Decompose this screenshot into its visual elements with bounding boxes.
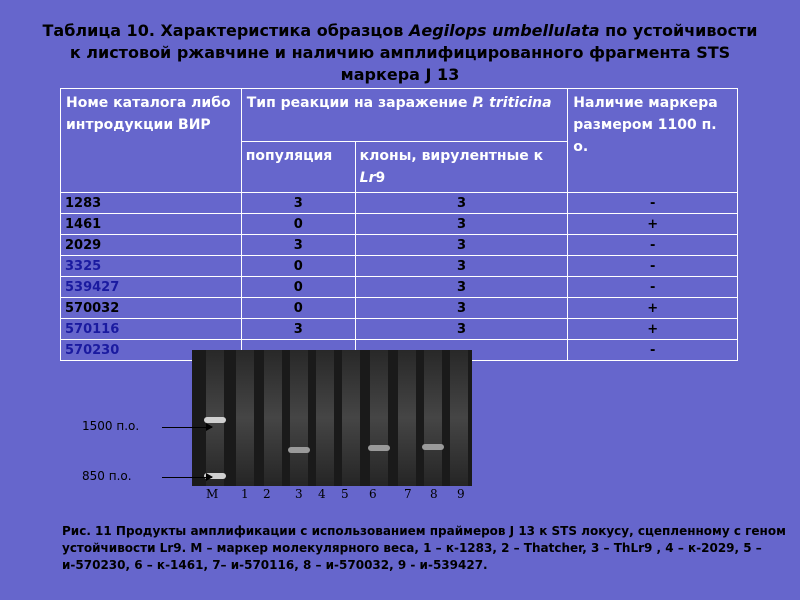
gel-lane (290, 350, 308, 486)
row-marker: - (568, 256, 738, 277)
lane-label: 6 (369, 487, 377, 501)
label-850bp: 850 п.о. (82, 469, 132, 483)
table-row (61, 256, 738, 277)
row-marker: + (568, 319, 738, 340)
row-population: 0 (241, 214, 355, 235)
lane-label: M (206, 487, 219, 501)
gel-lane (370, 350, 388, 486)
row-clones: 3 (355, 214, 568, 235)
header-reaction-text: Тип реакции на заражение (246, 95, 473, 111)
row-population: 3 (241, 193, 355, 214)
table-row (61, 193, 738, 214)
lane-label: 4 (318, 487, 326, 501)
lane-label: 5 (341, 487, 349, 501)
row-population: 0 (241, 256, 355, 277)
lane-label: 9 (457, 487, 465, 501)
title-text: по устойчивости (599, 21, 758, 40)
title-text: Таблица 10. Характеристика образцов (42, 21, 409, 40)
row-clones: 3 (355, 319, 568, 340)
row-clones: 3 (355, 277, 568, 298)
gel-lane (424, 350, 442, 486)
row-marker: - (568, 340, 738, 361)
gel-lane (450, 350, 468, 486)
row-catalog-id: 2029 (61, 235, 242, 256)
row-population: 3 (241, 319, 355, 340)
row-population: 3 (241, 235, 355, 256)
table-row (61, 214, 738, 235)
title-species: Aegilops umbellulata (408, 21, 600, 40)
row-clones: 3 (355, 235, 568, 256)
row-population: 0 (241, 298, 355, 319)
row-catalog-id: 1283 (61, 193, 242, 214)
subheader-clones-num: 9 (375, 170, 386, 186)
gel-lane (342, 350, 360, 486)
row-catalog-id: 539427 (61, 277, 242, 298)
arrow-850 (162, 477, 212, 478)
row-catalog-id: 570230 (61, 340, 242, 361)
subheader-population: популяция (241, 142, 355, 193)
row-catalog-id: 1461 (61, 214, 242, 235)
gel-band (368, 445, 390, 451)
table-header-row (61, 89, 738, 142)
arrow-1500 (162, 427, 212, 428)
slide-title (0, 20, 800, 86)
gel-band (288, 447, 310, 453)
header-reaction-species: P. triticina (472, 95, 552, 111)
title-line-2: к листовой ржавчине и наличию амплифицированного фрагмента STS (69, 43, 731, 62)
row-population: 0 (241, 277, 355, 298)
gel-lane (264, 350, 282, 486)
subheader-clones-text: клоны, вирулентные к (359, 148, 544, 164)
table-row (61, 319, 738, 340)
lane-label: 2 (263, 487, 271, 501)
row-catalog-id: 3325 (61, 256, 242, 277)
row-marker: - (568, 277, 738, 298)
lane-label: 3 (295, 487, 303, 501)
header-reaction (241, 89, 568, 142)
table-row (61, 235, 738, 256)
subheader-clones (355, 142, 568, 193)
row-clones: 3 (355, 256, 568, 277)
gel-band (422, 444, 444, 450)
row-marker: - (568, 193, 738, 214)
lane-label: 1 (241, 487, 249, 501)
row-catalog-id: 570032 (61, 298, 242, 319)
label-1500bp: 1500 п.о. (82, 419, 140, 433)
row-clones: 3 (355, 298, 568, 319)
header-catalog: Номе каталога либо интродукции ВИР (61, 89, 242, 193)
gel-lane (398, 350, 416, 486)
row-marker: + (568, 298, 738, 319)
header-marker: Наличие маркера размером 1100 п. о. (568, 89, 738, 193)
figure-caption: Рис. 11 Продукты амплификации с использованием праймеров J 13 к STS локусу, сцепленному с геном устойчивости Lr9. М – маркер молекулярного веса, 1 – к-1283, 2 – Thatcher, 3 – ThLr9 , 4 – к-2029, 5 – и-570230, 6 – к-1461, 7– и-570116, 8 – и-570032, 9 - и-539427. (62, 524, 786, 572)
row-marker: + (568, 214, 738, 235)
gel-lane (316, 350, 334, 486)
lane-label: 8 (430, 487, 438, 501)
gel-electrophoresis-image (192, 350, 472, 486)
lane-label: 7 (404, 487, 412, 501)
subheader-clones-lr: Lr (359, 170, 376, 186)
row-catalog-id: 570116 (61, 319, 242, 340)
gel-lane (236, 350, 254, 486)
table-row (61, 298, 738, 319)
row-marker: - (568, 235, 738, 256)
row-clones: 3 (355, 193, 568, 214)
title-line-1 (0, 20, 800, 42)
table-row (61, 277, 738, 298)
results-table (60, 88, 738, 361)
title-line-3: маркера J 13 (340, 65, 460, 84)
